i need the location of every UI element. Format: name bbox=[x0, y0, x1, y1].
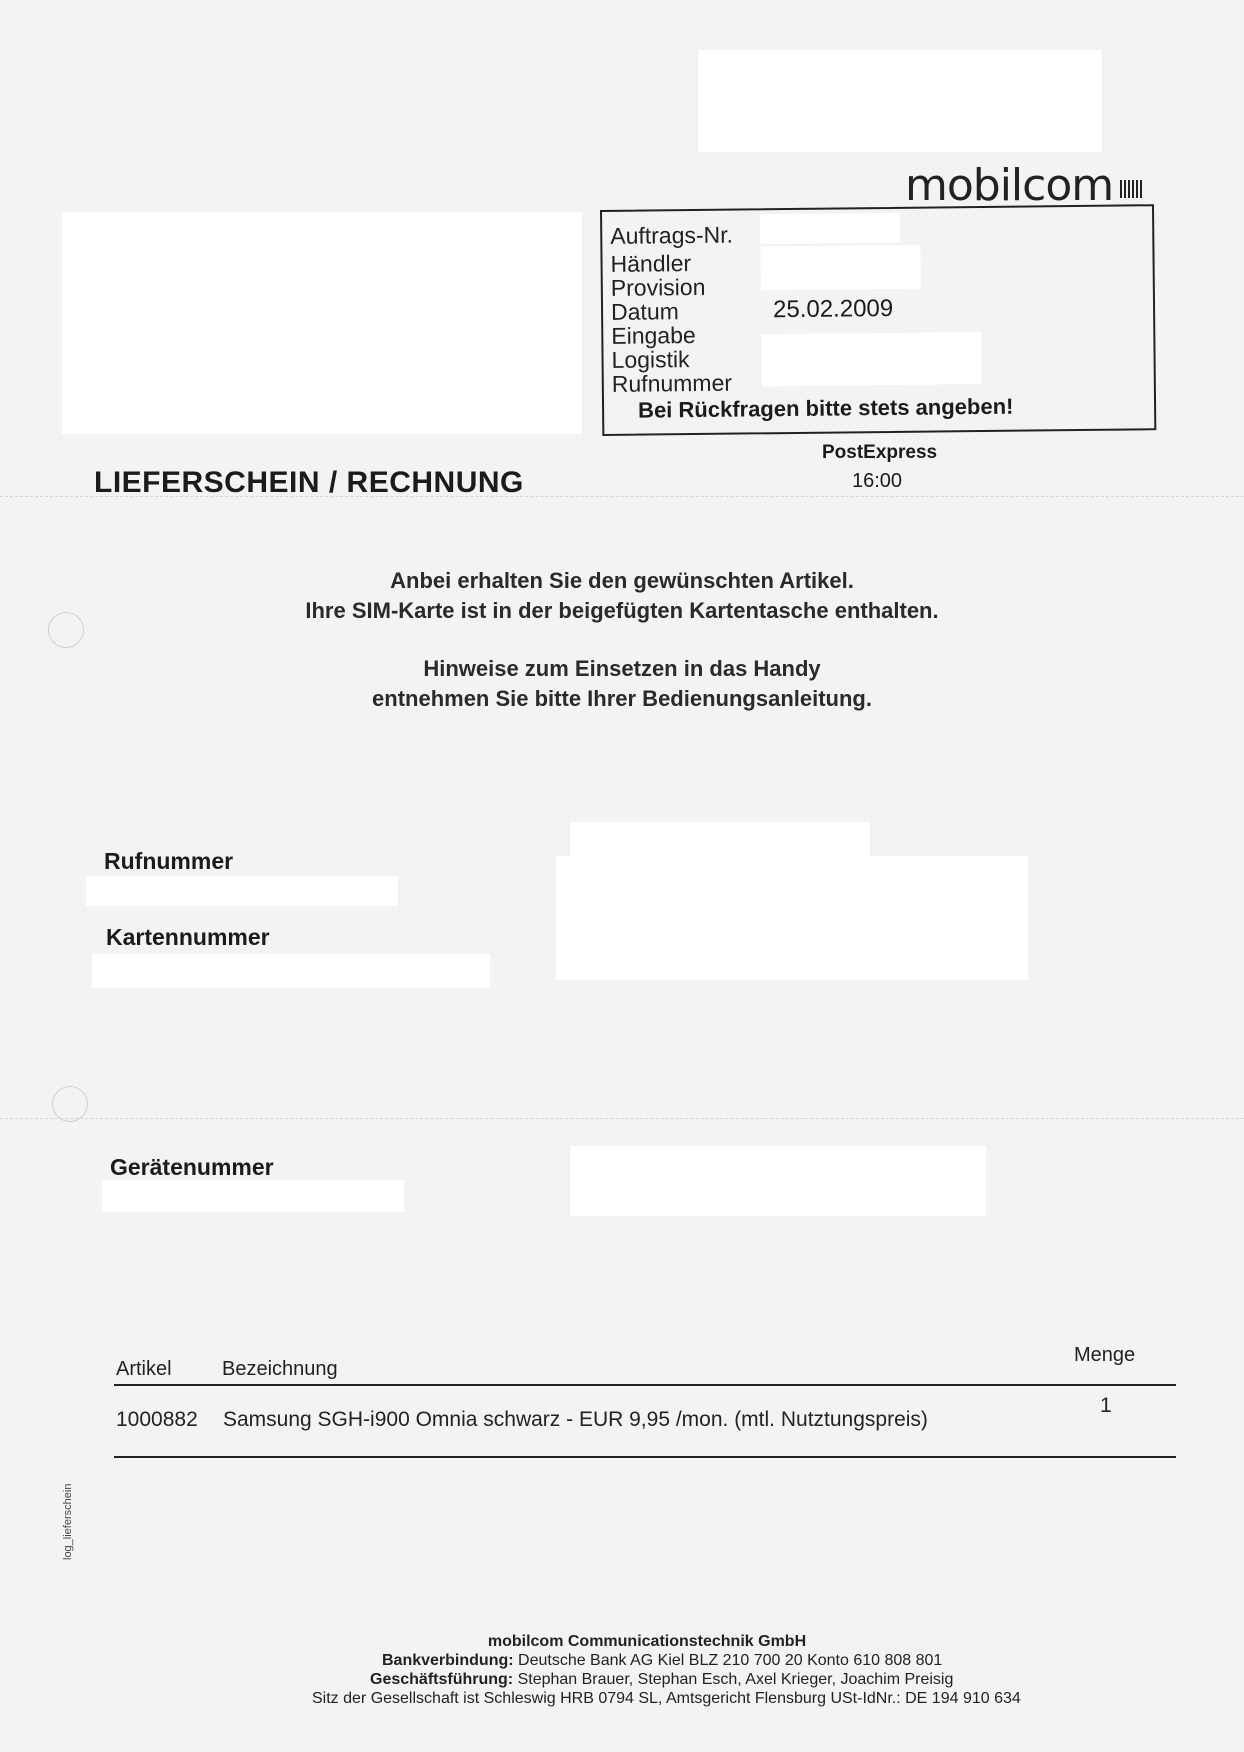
box-note: Bei Rückfragen bitte stets angeben! bbox=[637, 393, 1014, 423]
footer-mgmt-value: Stephan Brauer, Stephan Esch, Axel Krieger, Joachim Preisig bbox=[517, 1671, 954, 1688]
redacted-value bbox=[760, 213, 900, 244]
redacted-kartennummer bbox=[92, 954, 490, 988]
datum-value: 25.02.2009 bbox=[772, 294, 894, 324]
footer-bank-label: Bankverbindung: bbox=[382, 1652, 514, 1669]
fold-line bbox=[0, 1118, 1244, 1119]
label-datum: Datum bbox=[610, 298, 679, 325]
table-cell-bezeichnung: Samsung SGH-i900 Omnia schwarz - EUR 9,95 /mon. (mtl. Nutztungspreis) bbox=[223, 1408, 928, 1431]
label-eingabe: Eingabe bbox=[611, 322, 696, 349]
label-provision: Provision bbox=[610, 273, 706, 301]
message-line-1: Anbei erhalten Sie den gewünschten Artikel. bbox=[390, 568, 854, 593]
order-info-box bbox=[600, 204, 1156, 436]
label-rufnummer: Rufnummer bbox=[611, 369, 733, 397]
footer bbox=[0, 1632, 1244, 1708]
redacted-area bbox=[698, 50, 1102, 152]
mobilcom-logo: mobilcom bbox=[905, 160, 1114, 211]
redacted-value bbox=[761, 332, 982, 386]
footer-mgmt-label: Geschäftsführung: bbox=[370, 1671, 514, 1688]
table-header-artikel: Artikel bbox=[116, 1358, 172, 1380]
redacted-address bbox=[62, 212, 582, 434]
shipping-method: PostExpress bbox=[822, 442, 938, 463]
field-label-geraetenummer: Gerätenummer bbox=[110, 1154, 274, 1180]
side-code: log_lieferschein bbox=[62, 1483, 74, 1560]
redacted-barcode bbox=[570, 1146, 986, 1216]
label-auftrags-nr: Auftrags-Nr. bbox=[610, 221, 734, 249]
field-label-rufnummer: Rufnummer bbox=[104, 848, 234, 874]
table-bottom-rule bbox=[114, 1456, 1176, 1458]
redacted-rufnummer bbox=[86, 876, 398, 906]
footer-bank-value: Deutsche Bank AG Kiel BLZ 210 700 20 Konto 610 808 801 bbox=[518, 1652, 943, 1669]
redacted-geraetenummer bbox=[102, 1180, 404, 1212]
message-line-4: entnehmen Sie bitte Ihrer Bedienungsanleitung. bbox=[372, 686, 872, 711]
table-cell-artikel: 1000882 bbox=[116, 1408, 198, 1431]
table-header-rule bbox=[114, 1384, 1176, 1386]
redacted-barcode bbox=[556, 856, 1028, 980]
footer-seat: Sitz der Gesellschaft ist Schleswig HRB 0794 SL, Amtsgericht Flensburg USt-IdNr.: DE 194 910 634 bbox=[312, 1690, 1021, 1707]
table-header-bezeichnung: Bezeichnung bbox=[222, 1358, 338, 1380]
punch-hole bbox=[52, 1086, 88, 1122]
document-title: LIEFERSCHEIN / RECHNUNG bbox=[94, 466, 524, 499]
redacted-value bbox=[760, 245, 920, 291]
label-haendler: Händler bbox=[610, 250, 692, 277]
shipping-time: 16:00 bbox=[852, 470, 903, 492]
logo-bars-icon bbox=[1120, 180, 1144, 198]
message-line-3: Hinweise zum Einsetzen in das Handy bbox=[423, 656, 821, 681]
label-logistik: Logistik bbox=[611, 346, 690, 373]
field-label-kartennummer: Kartennummer bbox=[106, 924, 270, 950]
message-line-2: Ihre SIM-Karte ist in der beigefügten Kartentasche enthalten. bbox=[305, 598, 939, 623]
footer-company: mobilcom Communicationstechnik GmbH bbox=[487, 1633, 807, 1650]
table-cell-menge: 1 bbox=[1100, 1394, 1112, 1417]
table-header-menge: Menge bbox=[1074, 1344, 1136, 1366]
